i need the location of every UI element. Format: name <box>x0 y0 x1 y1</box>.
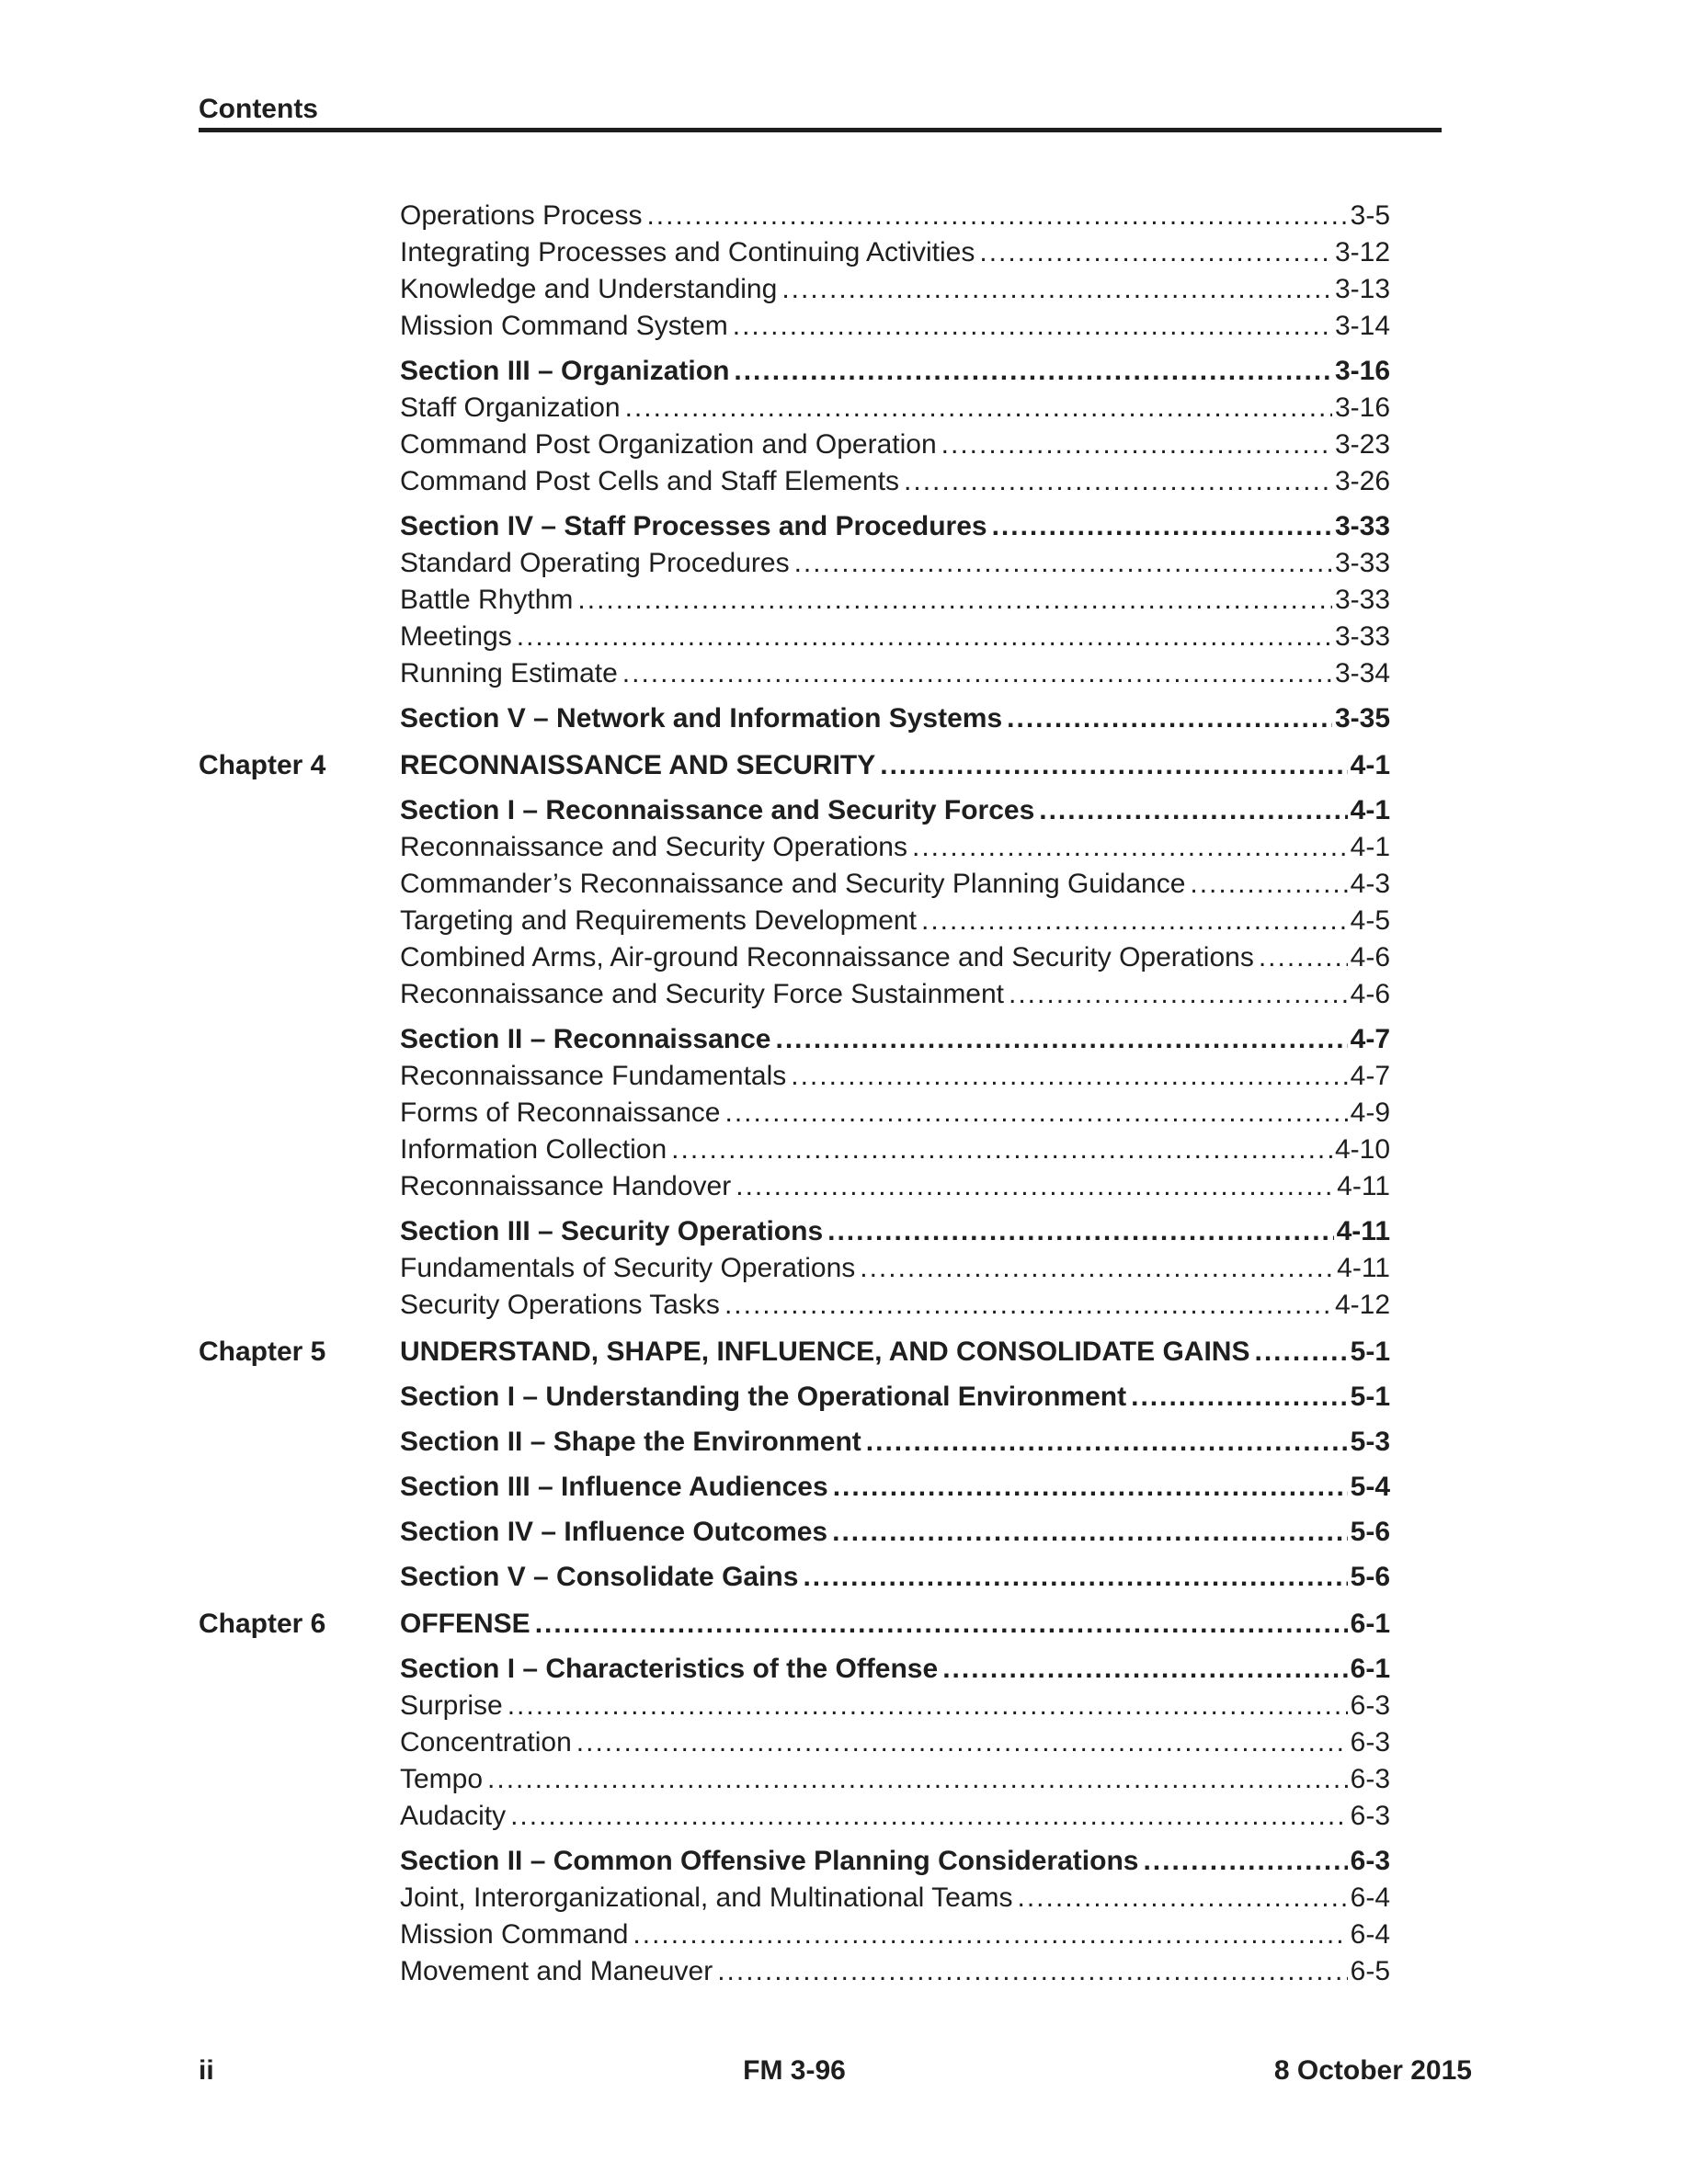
toc-entry <box>400 1559 1390 1596</box>
toc-row <box>199 1469 1390 1506</box>
toc-entry <box>400 463 1390 500</box>
toc-entry <box>400 1514 1390 1551</box>
chapter-label <box>199 427 400 463</box>
toc-row <box>199 655 1390 692</box>
toc-row <box>199 1606 1390 1643</box>
dot-leader <box>576 1724 1348 1761</box>
chapter-label <box>199 1379 400 1416</box>
chapter-label <box>199 1250 400 1287</box>
toc-entry <box>400 619 1390 655</box>
toc-row <box>199 1250 1390 1287</box>
entry-title: RECONNAISSANCE AND SECURITY <box>400 750 876 780</box>
toc-entry <box>400 1953 1390 1990</box>
entry-title: Audacity <box>400 1801 507 1831</box>
entry-title: Concentration <box>400 1727 572 1757</box>
toc-row <box>199 427 1390 463</box>
page-number: 4-12 <box>1334 1290 1390 1320</box>
page-number: 5-4 <box>1350 1472 1390 1502</box>
dot-leader <box>791 1058 1347 1095</box>
toc-row <box>199 1287 1390 1324</box>
toc-row <box>199 1880 1390 1917</box>
dot-leader <box>510 1798 1348 1835</box>
toc-row <box>199 271 1390 308</box>
toc-entry <box>400 866 1390 903</box>
dot-leader <box>904 463 1332 500</box>
entry-title: Reconnaissance and Security Force Sustainment <box>400 979 1005 1009</box>
entry-title: Battle Rhythm <box>400 585 574 615</box>
dot-leader <box>508 1688 1348 1724</box>
toc-entry <box>400 1688 1390 1724</box>
dot-leader <box>517 619 1332 655</box>
page-number: 4-11 <box>1337 1171 1390 1201</box>
toc-row <box>199 390 1390 427</box>
chapter-label <box>199 1213 400 1250</box>
entry-title: Section III – Organization <box>400 356 730 386</box>
chapter-label <box>199 1132 400 1168</box>
dot-leader <box>622 655 1332 692</box>
dot-leader <box>733 308 1332 345</box>
toc-row <box>199 903 1390 939</box>
entry-title: OFFENSE <box>400 1609 530 1639</box>
dot-leader <box>942 1651 1347 1688</box>
dot-leader <box>1007 700 1332 737</box>
page-number: 6-1 <box>1350 1654 1390 1684</box>
chapter-label <box>199 655 400 692</box>
toc-entry <box>400 1651 1390 1688</box>
toc-entry <box>400 1213 1390 1250</box>
toc-entry <box>400 700 1390 737</box>
toc-row <box>199 939 1390 976</box>
toc-entry <box>400 353 1390 390</box>
chapter-label <box>199 1798 400 1835</box>
entry-title: Section II – Common Offensive Planning Considerations <box>400 1846 1139 1876</box>
dot-leader <box>979 234 1332 271</box>
entry-title: Staff Organization <box>400 392 621 423</box>
toc-entry <box>400 308 1390 345</box>
dot-leader <box>1039 792 1347 829</box>
entry-title: Section II – Shape the Environment <box>400 1427 861 1457</box>
chapter-label <box>199 792 400 829</box>
chapter-label <box>199 308 400 345</box>
entry-title: Surprise <box>400 1690 503 1721</box>
entry-title: Section II – Reconnaissance <box>400 1024 771 1054</box>
toc-entry <box>400 747 1390 784</box>
toc-entry <box>400 1843 1390 1880</box>
toc-entry <box>400 1334 1390 1371</box>
chapter-label <box>199 1514 400 1551</box>
toc-row <box>199 747 1390 784</box>
entry-title: Movement and Maneuver <box>400 1956 713 1986</box>
header-rule <box>199 128 1442 132</box>
toc-row <box>199 308 1390 345</box>
toc-row <box>199 792 1390 829</box>
page-number: 5-1 <box>1350 1337 1390 1367</box>
entry-title: Reconnaissance and Security Operations <box>400 832 907 862</box>
chapter-label <box>199 198 400 234</box>
chapter-label <box>199 939 400 976</box>
entry-title: Section V – Network and Information Systems <box>400 703 1003 734</box>
chapter-label <box>199 1761 400 1798</box>
footer-date: 8 October 2015 <box>1273 2055 1472 2086</box>
entry-title: Section V – Consolidate Gains <box>400 1562 799 1592</box>
toc-row <box>199 1514 1390 1551</box>
toc-row <box>199 1724 1390 1761</box>
dot-leader <box>646 198 1347 234</box>
dot-leader <box>671 1132 1332 1168</box>
dot-leader <box>1009 976 1348 1013</box>
toc-row <box>199 1132 1390 1168</box>
page-footer <box>0 2053 1688 2089</box>
toc-row <box>199 1021 1390 1058</box>
page-number: 5-1 <box>1350 1382 1390 1412</box>
page-number: 6-3 <box>1350 1801 1390 1831</box>
chapter-label <box>199 1651 400 1688</box>
chapter-label <box>199 1688 400 1724</box>
entry-title: Tempo <box>400 1764 484 1794</box>
toc-entry <box>400 1021 1390 1058</box>
toc-entry <box>400 903 1390 939</box>
entry-title: Forms of Reconnaissance <box>400 1098 721 1128</box>
dot-leader <box>1190 866 1347 903</box>
chapter-label <box>199 234 400 271</box>
chapter-label <box>199 1168 400 1205</box>
chapter-label <box>199 619 400 655</box>
entry-title: Combined Arms, Air-ground Reconnaissance and Security Operations <box>400 942 1254 973</box>
toc-entry <box>400 1095 1390 1132</box>
toc-row <box>199 1334 1390 1371</box>
page-number: 4-7 <box>1350 1024 1390 1054</box>
toc-entry <box>400 545 1390 582</box>
toc-row <box>199 1953 1390 1990</box>
toc-row <box>199 198 1390 234</box>
entry-title: Integrating Processes and Continuing Activities <box>400 237 975 267</box>
toc-row <box>199 234 1390 271</box>
page-number: 5-6 <box>1350 1517 1390 1547</box>
page-number: 6-3 <box>1350 1690 1390 1721</box>
page-number: 3-33 <box>1334 585 1390 615</box>
dot-leader <box>736 1168 1334 1205</box>
dot-leader <box>577 582 1332 619</box>
dot-leader <box>625 390 1332 427</box>
page-number: 4-1 <box>1350 832 1390 862</box>
dot-leader <box>833 1469 1348 1506</box>
page-number: 4-9 <box>1350 1098 1390 1128</box>
page-number: 4-7 <box>1350 1061 1390 1091</box>
dot-leader <box>941 427 1332 463</box>
chapter-label <box>199 1843 400 1880</box>
chapter-label <box>199 271 400 308</box>
chapter-label <box>199 976 400 1013</box>
toc-row <box>199 463 1390 500</box>
toc-entry <box>400 582 1390 619</box>
dot-leader <box>633 1917 1347 1953</box>
toc-entry <box>400 1606 1390 1643</box>
toc-entry <box>400 427 1390 463</box>
chapter-label <box>199 390 400 427</box>
toc-entry <box>400 792 1390 829</box>
entry-title: Command Post Organization and Operation <box>400 429 937 460</box>
page-number: 6-3 <box>1350 1764 1390 1794</box>
page-number: 4-1 <box>1350 750 1390 780</box>
chapter-label: Chapter 4 <box>199 750 326 780</box>
dot-leader <box>880 747 1347 784</box>
entry-title: Reconnaissance Fundamentals <box>400 1061 787 1091</box>
entry-title: UNDERSTAND, SHAPE, INFLUENCE, AND CONSOLIDATE GAINS <box>400 1337 1250 1367</box>
toc-row <box>199 1843 1390 1880</box>
toc-row <box>199 1424 1390 1461</box>
dot-leader <box>1131 1379 1348 1416</box>
chapter-label <box>199 1021 400 1058</box>
chapter-label: Chapter 5 <box>199 1337 326 1367</box>
toc-row <box>199 1917 1390 1953</box>
page-number: 3-14 <box>1334 311 1390 341</box>
toc-entry <box>400 234 1390 271</box>
toc-entry <box>400 1469 1390 1506</box>
chapter-label <box>199 1724 400 1761</box>
page-number: 3-16 <box>1334 356 1390 386</box>
page-number: 3-26 <box>1334 466 1390 496</box>
dot-leader <box>487 1761 1348 1798</box>
toc-entry <box>400 1724 1390 1761</box>
dot-leader <box>860 1250 1334 1287</box>
toc-row <box>199 619 1390 655</box>
page-number: 3-33 <box>1334 621 1390 652</box>
toc-row <box>199 866 1390 903</box>
chapter-label <box>199 700 400 737</box>
entry-title: Section I – Understanding the Operational Environment <box>400 1382 1127 1412</box>
toc-entry <box>400 1379 1390 1416</box>
dot-leader <box>781 271 1332 308</box>
toc-entry <box>400 1917 1390 1953</box>
page-number: 4-5 <box>1350 905 1390 936</box>
entry-title: Running Estimate <box>400 658 618 688</box>
page-number: 6-1 <box>1350 1609 1390 1639</box>
toc-row <box>199 1058 1390 1095</box>
page-header-title: Contents <box>199 94 318 124</box>
toc-entry <box>400 829 1390 866</box>
dot-leader <box>992 508 1332 545</box>
entry-title: Commander’s Reconnaissance and Security Planning Guidance <box>400 869 1186 899</box>
entry-title: Fundamentals of Security Operations <box>400 1253 856 1283</box>
entry-title: Information Collection <box>400 1134 667 1165</box>
toc-entry <box>400 1250 1390 1287</box>
chapter-label <box>199 1917 400 1953</box>
page-number: 6-3 <box>1350 1846 1390 1876</box>
page-number: 3-23 <box>1334 429 1390 460</box>
chapter-label <box>199 353 400 390</box>
entry-title: Knowledge and Understanding <box>400 274 778 304</box>
toc-entry <box>400 271 1390 308</box>
toc-entry <box>400 1761 1390 1798</box>
page-number: 6-4 <box>1350 1919 1390 1950</box>
toc-entry <box>400 1132 1390 1168</box>
entry-title: Section III – Security Operations <box>400 1216 824 1246</box>
entry-title: Section IV – Staff Processes and Procedures <box>400 511 987 541</box>
dot-leader <box>1259 939 1348 976</box>
page-number: 6-3 <box>1350 1727 1390 1757</box>
toc-row <box>199 700 1390 737</box>
page-number: 4-11 <box>1337 1253 1390 1283</box>
page-number: 4-10 <box>1334 1134 1390 1165</box>
entry-title: Section III – Influence Audiences <box>400 1472 828 1502</box>
chapter-label <box>199 582 400 619</box>
toc-entry <box>400 198 1390 234</box>
toc-row <box>199 976 1390 1013</box>
entry-title: Operations Process <box>400 200 643 231</box>
chapter-label <box>199 1953 400 1990</box>
toc-row <box>199 1095 1390 1132</box>
chapter-label <box>199 1559 400 1596</box>
toc-list <box>199 198 1390 1990</box>
page-number: 3-34 <box>1334 658 1390 688</box>
chapter-label <box>199 463 400 500</box>
entry-title: Section I – Reconnaissance and Security Forces <box>400 795 1035 825</box>
page-number: 3-35 <box>1334 703 1390 734</box>
entry-title: Joint, Interorganizational, and Multinational Teams <box>400 1883 1013 1913</box>
toc-entry <box>400 976 1390 1013</box>
dot-leader <box>734 353 1332 390</box>
page-number: 3-13 <box>1334 274 1390 304</box>
dot-leader <box>827 1213 1333 1250</box>
toc-row <box>199 508 1390 545</box>
chapter-label <box>199 1287 400 1324</box>
entry-title: Standard Operating Procedures <box>400 548 790 578</box>
entry-title: Reconnaissance Handover <box>400 1171 732 1201</box>
page-number: 6-4 <box>1350 1883 1390 1913</box>
toc-entry <box>400 1798 1390 1835</box>
page-number: 3-12 <box>1334 237 1390 267</box>
toc-entry <box>400 939 1390 976</box>
entry-title: Command Post Cells and Staff Elements <box>400 466 900 496</box>
page-number: 4-3 <box>1350 869 1390 899</box>
entry-title: Mission Command System <box>400 311 728 341</box>
page-number: 6-5 <box>1350 1956 1390 1986</box>
toc-row <box>199 1559 1390 1596</box>
page-number: 5-6 <box>1350 1562 1390 1592</box>
toc-entry <box>400 1424 1390 1461</box>
entry-title: Meetings <box>400 621 512 652</box>
chapter-label <box>199 1058 400 1095</box>
toc-row <box>199 1651 1390 1688</box>
dot-leader <box>921 903 1348 939</box>
toc-row <box>199 1168 1390 1205</box>
toc-entry <box>400 1287 1390 1324</box>
dot-leader <box>724 1287 1332 1324</box>
page-number: 4-1 <box>1350 795 1390 825</box>
toc-row <box>199 1688 1390 1724</box>
page-number: 3-33 <box>1334 511 1390 541</box>
dot-leader <box>1018 1880 1348 1917</box>
chapter-label <box>199 903 400 939</box>
chapter-label <box>199 508 400 545</box>
page-number: 3-33 <box>1334 548 1390 578</box>
chapter-label: Chapter 6 <box>199 1609 326 1639</box>
dot-leader <box>794 545 1332 582</box>
entry-title: Targeting and Requirements Development <box>400 905 917 936</box>
entry-title: Mission Command <box>400 1919 629 1950</box>
entry-title: Section IV – Influence Outcomes <box>400 1517 828 1547</box>
page-number: 3-5 <box>1350 200 1390 231</box>
chapter-label <box>199 1880 400 1917</box>
dot-leader <box>725 1095 1348 1132</box>
toc-row <box>199 1379 1390 1416</box>
toc-entry <box>400 1168 1390 1205</box>
chapter-label <box>199 1469 400 1506</box>
toc-row <box>199 353 1390 390</box>
entry-title: Section I – Characteristics of the Offense <box>400 1654 939 1684</box>
dot-leader <box>535 1606 1348 1643</box>
page-number: 4-11 <box>1336 1216 1390 1246</box>
toc-row <box>199 829 1390 866</box>
toc-entry <box>400 655 1390 692</box>
entry-title: Security Operations Tasks <box>400 1290 720 1320</box>
toc-row <box>199 1213 1390 1250</box>
toc-entry <box>400 390 1390 427</box>
dot-leader <box>1254 1334 1347 1371</box>
footer-page-number: ii <box>199 2055 214 2086</box>
dot-leader <box>803 1559 1347 1596</box>
toc-row <box>199 545 1390 582</box>
dot-leader <box>832 1514 1348 1551</box>
chapter-label <box>199 829 400 866</box>
toc-entry <box>400 508 1390 545</box>
dot-leader <box>776 1021 1348 1058</box>
page-number: 4-6 <box>1350 942 1390 973</box>
dot-leader <box>1143 1843 1347 1880</box>
page-number: 3-16 <box>1334 392 1390 423</box>
chapter-label <box>199 866 400 903</box>
page-number: 4-6 <box>1350 979 1390 1009</box>
dot-leader <box>717 1953 1347 1990</box>
toc-entry <box>400 1880 1390 1917</box>
page-number: 5-3 <box>1350 1427 1390 1457</box>
toc-row <box>199 1761 1390 1798</box>
toc-row <box>199 582 1390 619</box>
chapter-label <box>199 1424 400 1461</box>
toc-entry <box>400 1058 1390 1095</box>
dot-leader <box>912 829 1348 866</box>
toc-row <box>199 1798 1390 1835</box>
chapter-label <box>199 545 400 582</box>
footer-doc-number: FM 3-96 <box>743 2055 846 2086</box>
dot-leader <box>866 1424 1348 1461</box>
chapter-label <box>199 1095 400 1132</box>
